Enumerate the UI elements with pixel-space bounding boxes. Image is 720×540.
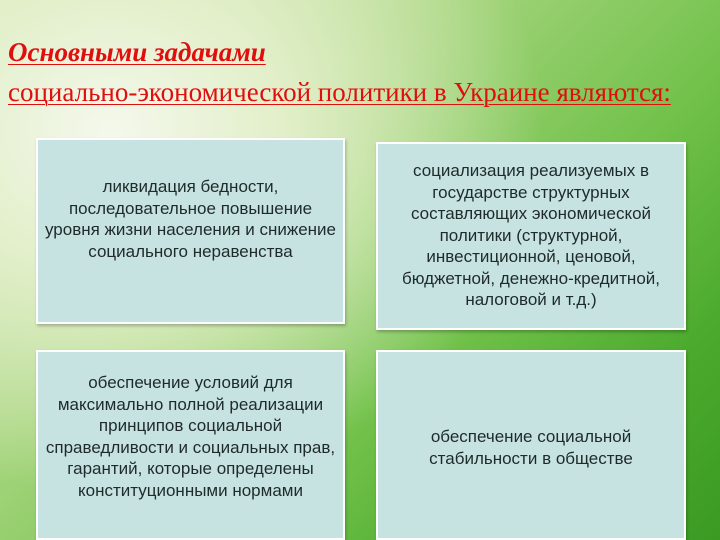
- task-box-text: ликвидация бедности, последовательное повышение уровня жизни населения и снижение социального неравенства: [44, 177, 337, 261]
- slide-title-lead: Основными задачами: [8, 37, 266, 67]
- task-box-text: обеспечение социальной стабильности в обществе: [429, 427, 633, 468]
- slide-title: [8, 32, 708, 112]
- task-box-social-justice: [36, 350, 345, 540]
- task-box-poverty: [36, 138, 345, 324]
- task-box-text: обеспечение условий для максимально полной реализации принципов социальной справедливости и социальных прав, гарантий, которые определены конституционными нормами: [45, 373, 336, 500]
- slide-title-rest: социально-экономической политики в Украине являются:: [8, 77, 671, 107]
- task-box-text: социализация реализуемых в государстве структурных составляющих экономической политики (структурной, инвестиционной, ценовой, бюджетной, денежно-кредитной, налоговой и т.д.): [401, 161, 660, 309]
- task-box-socialization: [376, 142, 686, 330]
- task-box-stability: [376, 350, 686, 540]
